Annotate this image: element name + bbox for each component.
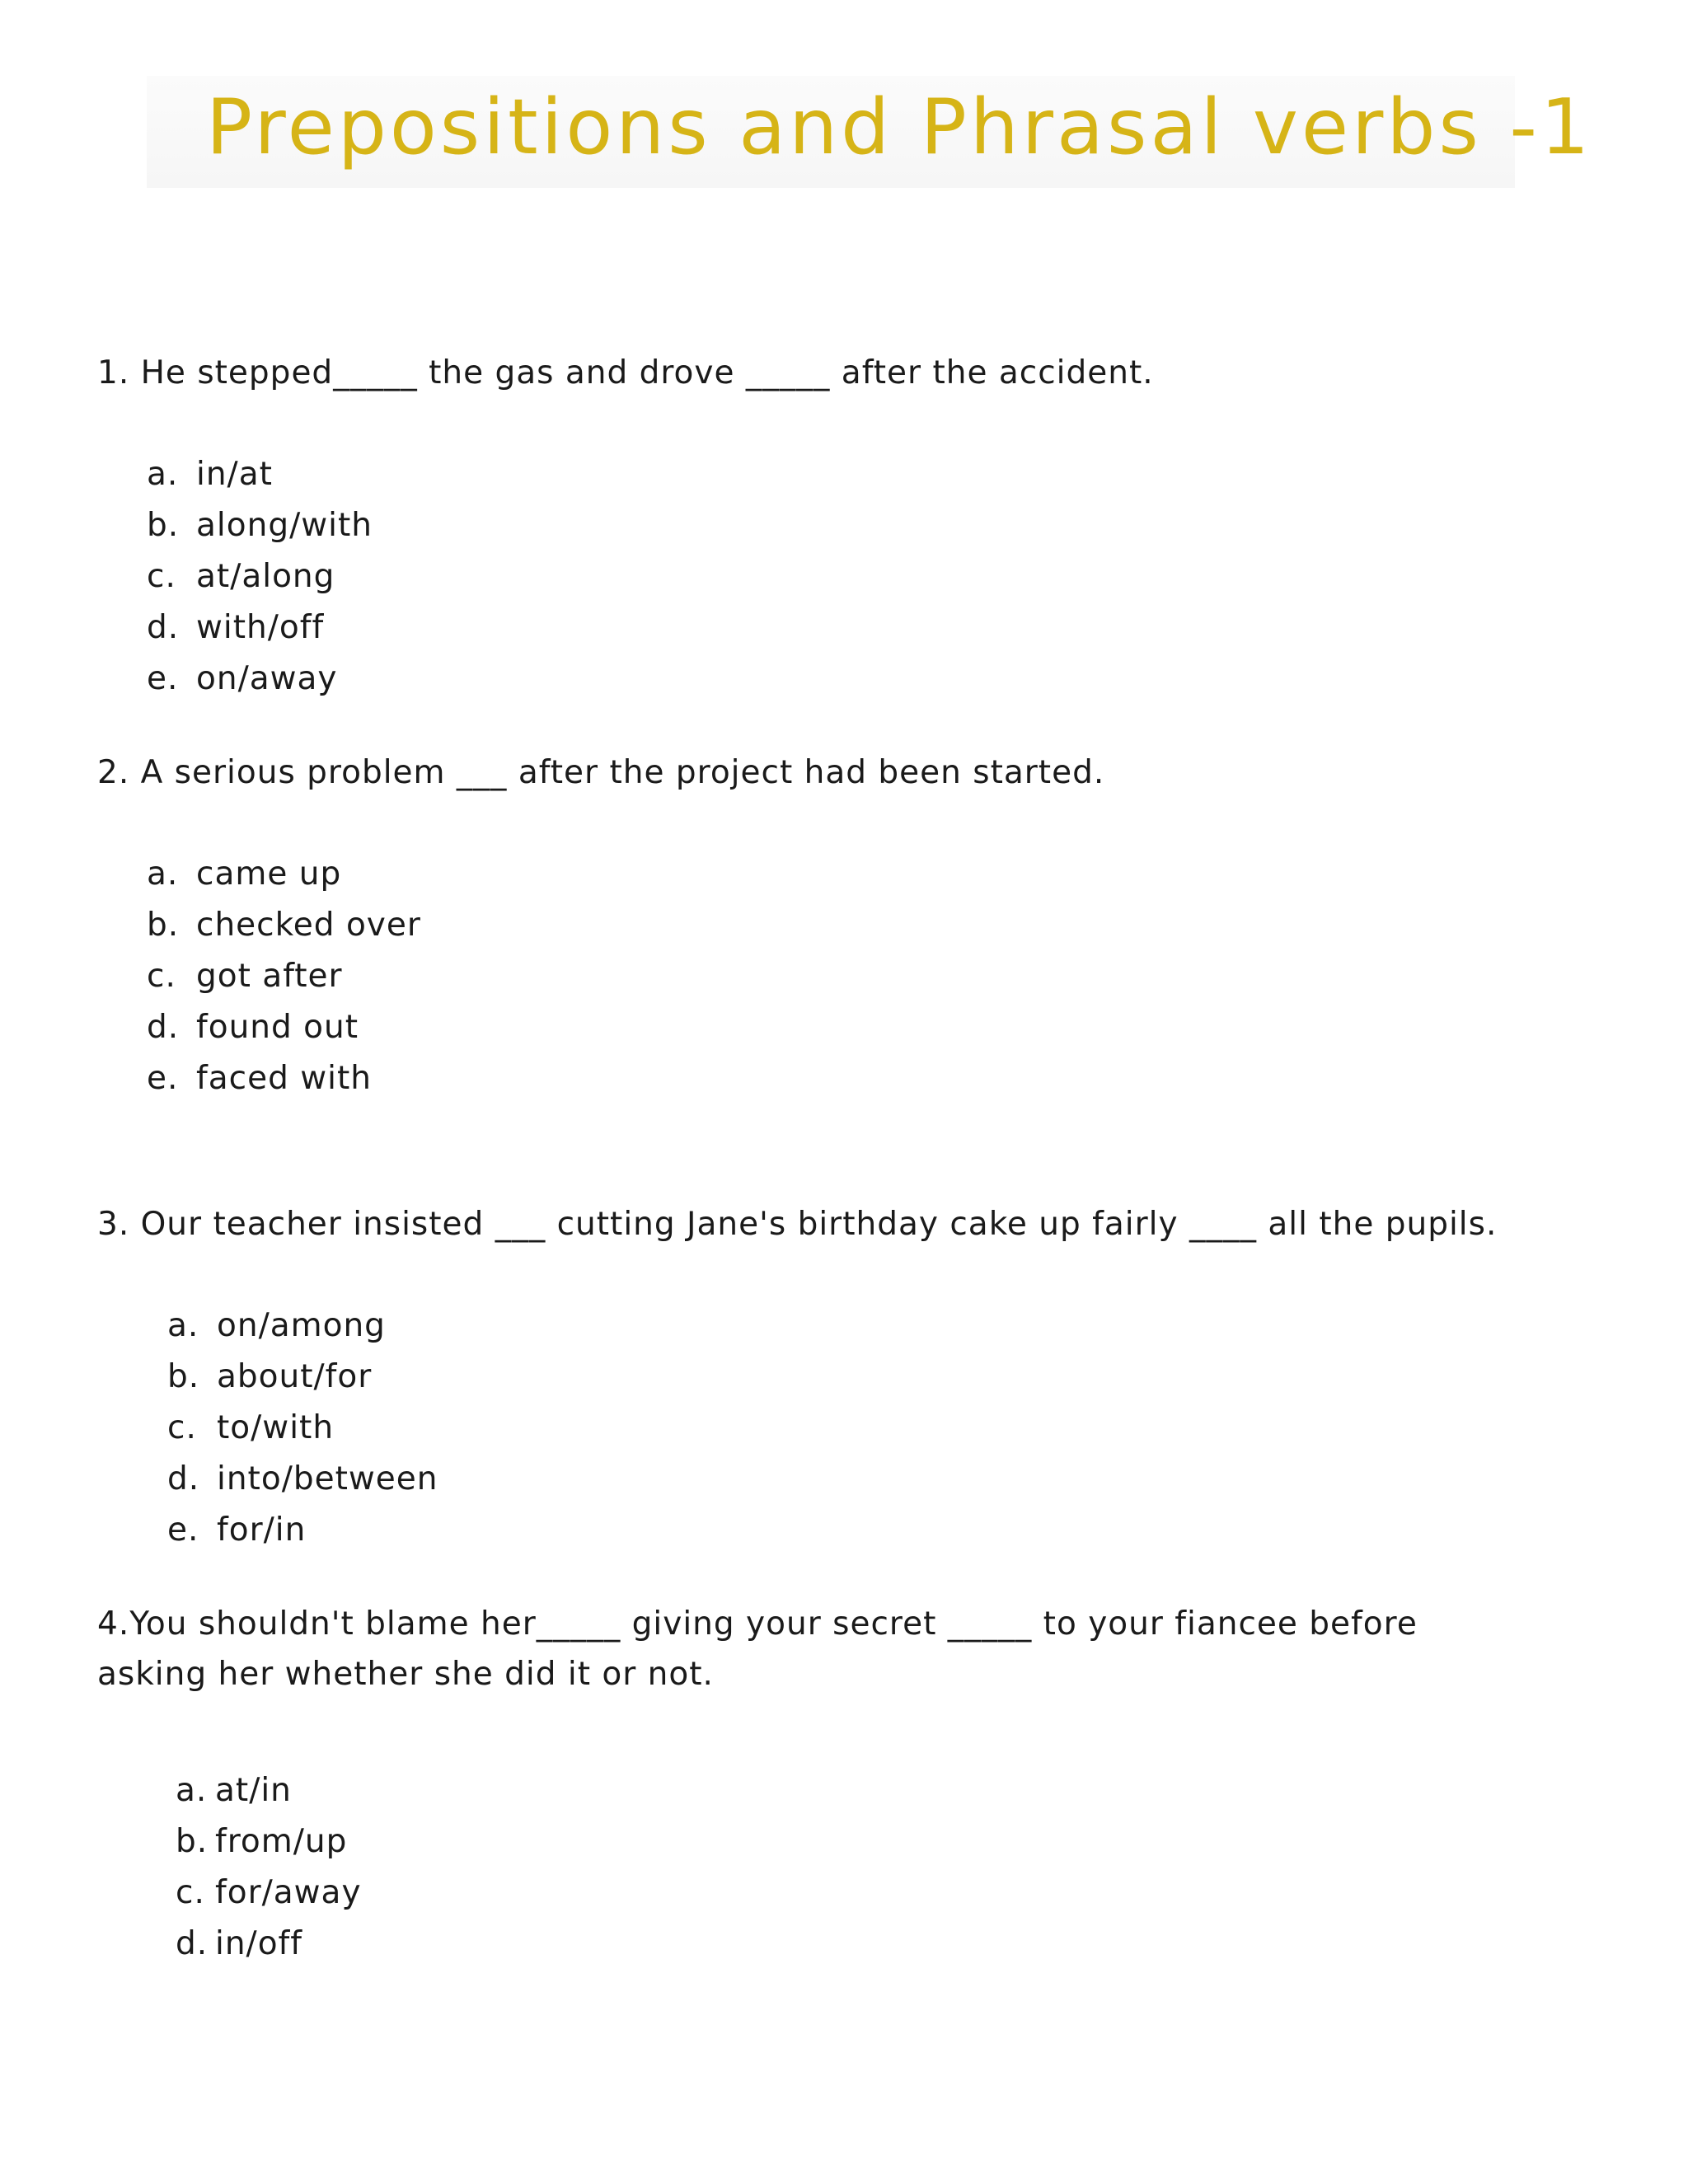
option-letter: c. — [147, 558, 176, 595]
option-item — [147, 654, 373, 705]
question-2-text: 2. A serious problem ___ after the project had been started. — [97, 754, 1105, 791]
question-4-text — [97, 1599, 1418, 1699]
option-letter: e. — [147, 1060, 179, 1097]
question-3-text: 3. Our teacher insisted ___ cutting Jane's birthday cake up fairly ____ all the pupils. — [97, 1206, 1498, 1243]
option-letter: b. — [147, 907, 180, 944]
option-item — [167, 1403, 438, 1454]
option-item — [147, 951, 421, 1002]
option-text: along/with — [196, 507, 373, 544]
option-item — [167, 1454, 438, 1505]
option-letter: b. — [167, 1358, 200, 1395]
option-item — [176, 1765, 362, 1816]
option-item — [176, 1919, 362, 1970]
page-title: Prepositions and Phrasal verbs -1 — [206, 82, 1593, 171]
option-item — [176, 1868, 362, 1919]
option-item — [147, 500, 373, 551]
option-item — [176, 1816, 362, 1868]
option-text: into/between — [217, 1460, 438, 1497]
option-letter: a. — [147, 456, 179, 493]
option-item — [147, 449, 373, 500]
option-item — [147, 551, 373, 602]
option-text: with/off — [196, 609, 325, 646]
option-letter: c. — [167, 1409, 197, 1446]
option-item — [147, 1053, 421, 1104]
question-4-line-2: asking her whether she did it or not. — [97, 1656, 714, 1693]
option-item — [147, 602, 373, 654]
option-text: to/with — [217, 1409, 335, 1446]
question-3-options — [167, 1301, 438, 1556]
option-text: about/for — [217, 1358, 373, 1395]
question-4-line-1: 4.You shouldn't blame her_____ giving your secret _____ to your fiancee before — [97, 1605, 1418, 1643]
option-letter: a. — [167, 1307, 199, 1344]
option-text: at/in — [215, 1772, 292, 1809]
option-letter: d. — [176, 1925, 209, 1962]
option-text: from/up — [215, 1823, 348, 1860]
option-item — [167, 1505, 438, 1556]
option-letter: e. — [147, 660, 179, 697]
option-letter: d. — [147, 609, 180, 646]
option-item — [147, 1002, 421, 1053]
question-2-options — [147, 849, 421, 1104]
option-text: for/in — [217, 1511, 307, 1549]
option-text: found out — [196, 1009, 359, 1046]
option-item — [147, 900, 421, 951]
option-letter: c. — [147, 958, 176, 995]
option-text: got after — [196, 958, 343, 995]
option-text: checked over — [196, 907, 421, 944]
question-4-options — [176, 1765, 362, 1970]
option-text: on/among — [217, 1307, 386, 1344]
option-letter: b. — [176, 1823, 209, 1860]
option-text: for/away — [215, 1874, 362, 1911]
question-1-text: 1. He stepped_____ the gas and drove _____ after the accident. — [97, 354, 1154, 391]
option-letter: b. — [147, 507, 180, 544]
option-letter: d. — [167, 1460, 200, 1497]
title-banner — [147, 76, 1593, 188]
option-text: faced with — [196, 1060, 372, 1097]
question-1-options — [147, 449, 373, 705]
option-text: in/off — [215, 1925, 303, 1962]
option-letter: e. — [167, 1511, 199, 1549]
option-letter: a. — [176, 1772, 208, 1809]
option-text: came up — [196, 855, 342, 893]
option-item — [167, 1301, 438, 1352]
option-text: on/away — [196, 660, 338, 697]
option-letter: d. — [147, 1009, 180, 1046]
option-letter: c. — [176, 1874, 205, 1911]
option-item — [147, 849, 421, 900]
option-item — [167, 1352, 438, 1403]
option-text: at/along — [196, 558, 335, 595]
option-letter: a. — [147, 855, 179, 893]
option-text: in/at — [196, 456, 273, 493]
